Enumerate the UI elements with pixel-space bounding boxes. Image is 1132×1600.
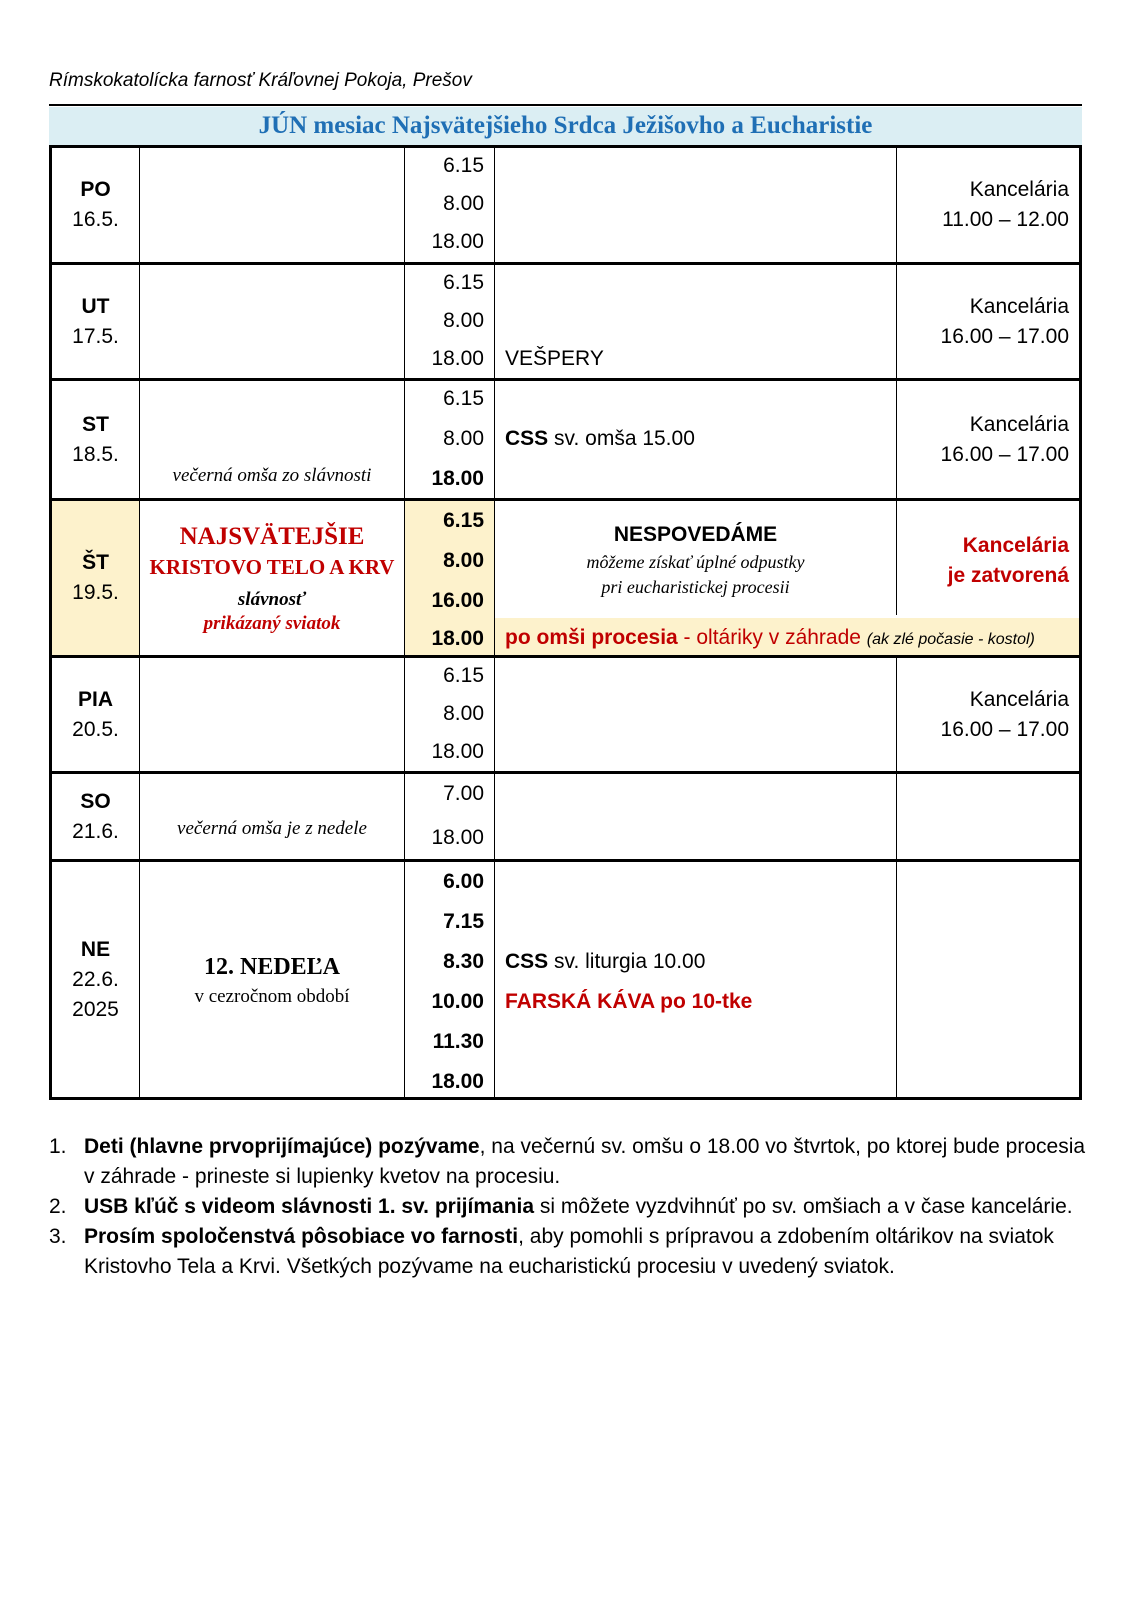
feast-subtitle: KRISTOVO TELO A KRV — [149, 555, 395, 579]
mass-time: 18.00 — [431, 467, 484, 490]
feast-cell — [140, 774, 405, 859]
parish-coffee-note: FARSKÁ KÁVA po 10-tke — [505, 990, 753, 1013]
notes-cell — [495, 501, 897, 615]
feast-cell — [140, 658, 405, 771]
feast-cell — [140, 381, 405, 498]
announcement-text: , aby pomohli s prípravou a zdobením oltárikov na sviatok Kristovho Tela a Krvi. Všetkých pozývame na eucharistickú procesiu v uvedený sviatok. — [84, 1225, 1054, 1278]
office-cell — [897, 148, 1079, 262]
time-cell — [405, 148, 495, 262]
day-date: 16.5. — [72, 208, 119, 231]
header-rule — [49, 104, 1082, 106]
feast-note: večerná omša je z nedele — [177, 818, 367, 839]
procession-note — [505, 626, 1035, 650]
schedule-row-friday — [52, 655, 1079, 771]
mass-time: 6.15 — [443, 387, 484, 410]
mass-time: 18.00 — [431, 347, 484, 370]
day-cell — [52, 501, 140, 655]
notes-cell — [495, 774, 897, 859]
time-cell — [405, 265, 495, 378]
notes-cell — [495, 148, 897, 262]
css-text: sv. omša 15.00 — [554, 427, 695, 450]
procession-weather: (ak zlé počasie - kostol) — [866, 631, 1035, 648]
day-date: 19.5. — [72, 581, 119, 604]
vespers-note: VEŠPERY — [505, 347, 604, 370]
notes-cell — [495, 381, 897, 498]
day-cell — [52, 658, 140, 771]
feast-obligation: prikázaný sviatok — [203, 613, 341, 634]
indulgence-note-2: pri eucharistickej procesii — [601, 577, 790, 597]
css-note — [505, 950, 705, 974]
time-cell — [405, 774, 495, 859]
office-label: Kancelária — [969, 412, 1069, 436]
announcement-bold: Deti (hlavne prvoprijímajúce) pozývame — [84, 1135, 480, 1158]
announcement-text: si môžete vyzdvihnúť po sv. omšiach a v čase kancelárie. — [534, 1195, 1073, 1218]
day-date: 18.5. — [72, 442, 119, 466]
notes-cell — [495, 658, 897, 771]
day-date: 20.5. — [72, 717, 119, 741]
office-cell — [897, 381, 1079, 498]
announcement-number: 2. — [49, 1195, 67, 1218]
announcement-text: , na večernú sv. omšu o 18.00 vo štvrtok, po ktorej bude procesia v záhrade - prineste si lupienky kvetov na procesiu. — [84, 1135, 1086, 1188]
parish-name: Rímskokatolícka farnosť Kráľovnej Pokoja, Prešov — [49, 70, 472, 91]
schedule-row-thursday — [52, 498, 1079, 655]
schedule-row-sunday — [52, 859, 1079, 1097]
office-label: Kancelária — [969, 687, 1069, 711]
mass-time: 18.00 — [431, 740, 484, 763]
mass-time: 18.00 — [431, 627, 484, 650]
mass-time: 6.00 — [443, 870, 484, 893]
mass-time: 8.30 — [443, 950, 484, 973]
mass-time: 8.00 — [443, 309, 484, 332]
mass-time: 11.30 — [432, 1030, 484, 1053]
announcement-item — [49, 1222, 1089, 1282]
css-label: CSS — [505, 427, 549, 450]
mass-time: 6.15 — [443, 509, 484, 532]
schedule-row-tuesday — [52, 262, 1079, 378]
schedule-row-wednesday — [52, 378, 1079, 498]
feast-cell — [140, 148, 405, 262]
notes-cell — [495, 265, 897, 378]
announcement-item — [49, 1132, 1089, 1192]
sunday-subtitle: v cezročnom období — [194, 986, 350, 1007]
feast-cell — [140, 501, 405, 655]
office-cell — [897, 658, 1079, 771]
mass-time: 7.00 — [443, 782, 484, 805]
day-date: 17.5. — [72, 324, 119, 348]
mass-time: 18.00 — [431, 230, 484, 253]
time-cell — [405, 381, 495, 498]
day-cell — [52, 774, 140, 859]
announcement-bold: USB kľúč s videom slávnosti 1. sv. prijímania — [84, 1195, 535, 1218]
feast-note: večerná omša zo slávnosti — [172, 465, 372, 486]
office-closed: je zatvorená — [947, 564, 1069, 587]
mass-time: 7.15 — [443, 910, 484, 933]
mass-time: 10.00 — [431, 990, 484, 1013]
day-cell — [52, 265, 140, 378]
mass-time: 6.15 — [443, 664, 484, 687]
notes-cell — [495, 862, 897, 1097]
feast-cell — [140, 265, 405, 378]
indulgence-note: môžeme získať úplné odpustky — [586, 552, 805, 572]
procession-cell — [495, 618, 1079, 655]
announcement-number: 1. — [49, 1135, 67, 1158]
announcement-bold: Prosím spoločenstvá pôsobiace vo farnosti — [84, 1225, 519, 1248]
day-name: PIA — [77, 687, 113, 711]
office-hours: 11.00 – 12.00 — [942, 208, 1069, 231]
month-title: JÚN mesiac Najsvätejšieho Srdca Ježišovho a Eucharistie — [49, 107, 1082, 145]
procession-bold: po omši procesia — [505, 626, 678, 649]
mass-time: 8.00 — [443, 192, 484, 215]
css-note — [505, 427, 695, 451]
day-date: 22.6. — [72, 967, 119, 991]
office-label: Kancelária — [969, 178, 1069, 201]
schedule-row-saturday — [52, 771, 1079, 859]
announcement-item — [49, 1192, 1089, 1222]
day-name: PO — [80, 178, 111, 201]
feast-cell — [140, 862, 405, 1097]
time-cell — [405, 862, 495, 1097]
office-hours: 16.00 – 17.00 — [940, 442, 1069, 466]
sunday-title: 12. NEDEĽA — [203, 954, 341, 980]
procession-text: - oltáriky v záhrade — [677, 626, 867, 649]
day-name: ŠT — [82, 551, 109, 574]
mass-time: 6.15 — [443, 154, 484, 177]
office-cell — [897, 265, 1079, 378]
announcements-list — [49, 1132, 1089, 1282]
mass-time: 8.00 — [443, 702, 484, 725]
office-cell — [897, 862, 1079, 1097]
office-hours: 16.00 – 17.00 — [940, 717, 1069, 741]
day-cell — [52, 862, 140, 1097]
mass-time: 8.00 — [443, 427, 484, 450]
css-label: CSS — [505, 950, 549, 973]
mass-time: 18.00 — [431, 826, 484, 849]
day-year: 2025 — [72, 997, 119, 1021]
time-cell — [405, 658, 495, 771]
schedule-row-monday — [52, 148, 1079, 262]
schedule-table — [49, 145, 1082, 1100]
office-label: Kancelária — [962, 534, 1069, 557]
office-cell — [897, 774, 1079, 859]
time-cell — [405, 501, 495, 655]
day-cell — [52, 148, 140, 262]
feast-title: NAJSVÄTEJŠIE — [179, 523, 365, 550]
day-date: 21.6. — [72, 819, 119, 843]
day-name: SO — [80, 789, 111, 813]
day-cell — [52, 381, 140, 498]
mass-time: 6.15 — [443, 271, 484, 294]
day-name: UT — [81, 294, 110, 318]
announcement-number: 3. — [49, 1225, 67, 1248]
css-text: sv. liturgia 10.00 — [554, 950, 706, 973]
mass-time: 16.00 — [431, 589, 484, 612]
office-hours: 16.00 – 17.00 — [940, 324, 1069, 348]
day-name: ST — [82, 412, 109, 436]
feast-rank: slávnosť — [237, 589, 307, 610]
day-name: NE — [80, 937, 111, 961]
mass-time: 18.00 — [431, 1070, 484, 1093]
mass-time: 8.00 — [443, 549, 484, 572]
office-cell — [897, 501, 1079, 615]
no-confession-note: NESPOVEDÁME — [613, 523, 778, 546]
office-label: Kancelária — [969, 294, 1069, 318]
